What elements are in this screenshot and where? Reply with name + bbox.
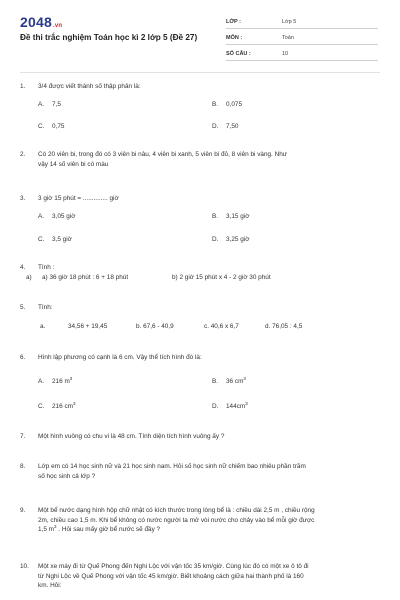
document-header [0,0,400,70]
q1-option-b[interactable]: B. 0,075 [212,101,242,108]
question-number: 7. [20,433,26,440]
question-number: 5. [20,304,26,311]
question-text-line: từ Nghi Lộc về Quế Phong với vận tốc 45 km/giờ. Biết khoảng cách giữa hai thành phố là 160 [38,572,304,580]
q3-option-a[interactable]: A. 3,05 giờ [38,213,76,220]
q5-part-b: b. 67,6 - 40,9 [136,323,174,330]
question-text-line: Có 20 viên bi, trong đó có 3 viên bi nâu, 4 viên bi xanh, 5 viên bi đỏ, 8 viên bi vàng. Như [38,151,288,158]
question-number: 3. [20,195,26,202]
question-number: 1. [20,83,26,90]
meta-subject-row [226,30,378,45]
meta-count-key: SỐ CÂU : [226,51,251,57]
question-text: 3/4 được viết thành số thập phân là: [38,83,141,90]
question-number: 9. [20,507,26,514]
q5-label-a: a. [40,323,46,330]
question-text: Tính: [38,304,53,311]
q3-option-d[interactable]: D. 3,25 giờ [212,236,250,243]
meta-count-row [226,46,378,61]
logo-suffix: .vn [52,23,63,29]
question-number: 4. [20,264,26,271]
q6-option-a[interactable]: A. 216 $m^3$ [38,375,73,385]
q4-part-a: a) 36 giờ 18 phút : 6 + 18 phút [42,274,129,281]
q1-option-a[interactable]: A. 7,5 [38,101,61,108]
q1-option-d[interactable]: D. 7,50 [212,123,239,130]
q1-option-c[interactable]: C. 0,75 [38,123,65,130]
question-text-line: 2m, chiều cao 1,5 m. Khi bể không có nước người ta mở vòi nước cho chảy vào bể mỗi giờ được [38,516,315,524]
meta-class-key: LỚP : [226,19,241,25]
question-number: 2. [20,151,26,158]
q6-option-d[interactable]: D. $144cm^3$ [212,400,248,410]
question-text: 3 giờ 15 phút = .............. giờ [38,195,119,202]
question-text-line: 1,5 $m^3$ . Hỏi sau mấy giờ bể nước sẽ đầy ? [38,523,161,533]
meta-class-row [226,14,378,29]
question-number: 6. [20,354,26,361]
q3-option-b[interactable]: B. 3,15 giờ [212,213,250,220]
exam-title: Đề thi trắc nghiệm Toán học kì 2 lớp 5 (Đề 27) [20,33,198,42]
q6-option-b[interactable]: B. 36 $cm^3$ [212,375,246,385]
question-text-line: Một bể nước dạng hình hộp chữ nhật có kích thước trong lòng bể là : chiều dài 2,5 m , chiều rộng [38,507,315,514]
meta-subject-value: Toán [282,35,294,41]
question-text-line: số học sinh cả lớp ? [38,472,96,480]
q4-part-b: b) 2 giờ 15 phút x 4 - 2 giờ 30 phút [172,274,271,281]
q6-option-c[interactable]: C. 216 $cm^3$ [38,400,76,410]
question-number: 10. [20,563,29,570]
q3-option-c[interactable]: C. 3,5 giờ [38,236,72,243]
question-number: 8. [20,463,26,470]
question-text-line: vậy 14 số viên bi có màu [38,160,109,168]
question-text: Một hình vuông có chu vi là 48 cm. Tính diện tích hình vuông ấy ? [38,433,225,440]
meta-count-value: 10 [282,51,289,57]
question-text: Hình lập phương có cạnh là 6 cm. Vậy thể tích hình đó là: [38,354,202,361]
logo-main: 2048 [20,14,52,30]
q5-part-c: c. 40,6 x 6,7 [204,323,239,330]
meta-subject-key: MÔN : [226,35,243,41]
site-logo[interactable] [20,14,62,30]
meta-class-value: Lớp 5 [282,19,297,25]
q5-part-a: 34,56 + 19,45 [68,323,108,330]
header-divider [20,72,380,73]
question-text: Tính : [38,264,55,271]
q5-part-d: d. 76,05 : 4,5 [265,323,303,330]
question-text-line: Một xe máy đi từ Quế Phong đến Nghi Lộc với vận tốc 35 km/giờ. Cùng lúc đó có một xe ô tô đi [38,563,309,570]
question-text-line: Lớp em có 14 học sinh nữ và 21 học sinh nam. Hỏi số học sinh nữ chiếm bao nhiêu phần trăm [38,463,306,470]
question-text-line: km. Hỏi: [38,582,62,589]
q4-sub-label: a) [26,274,32,281]
